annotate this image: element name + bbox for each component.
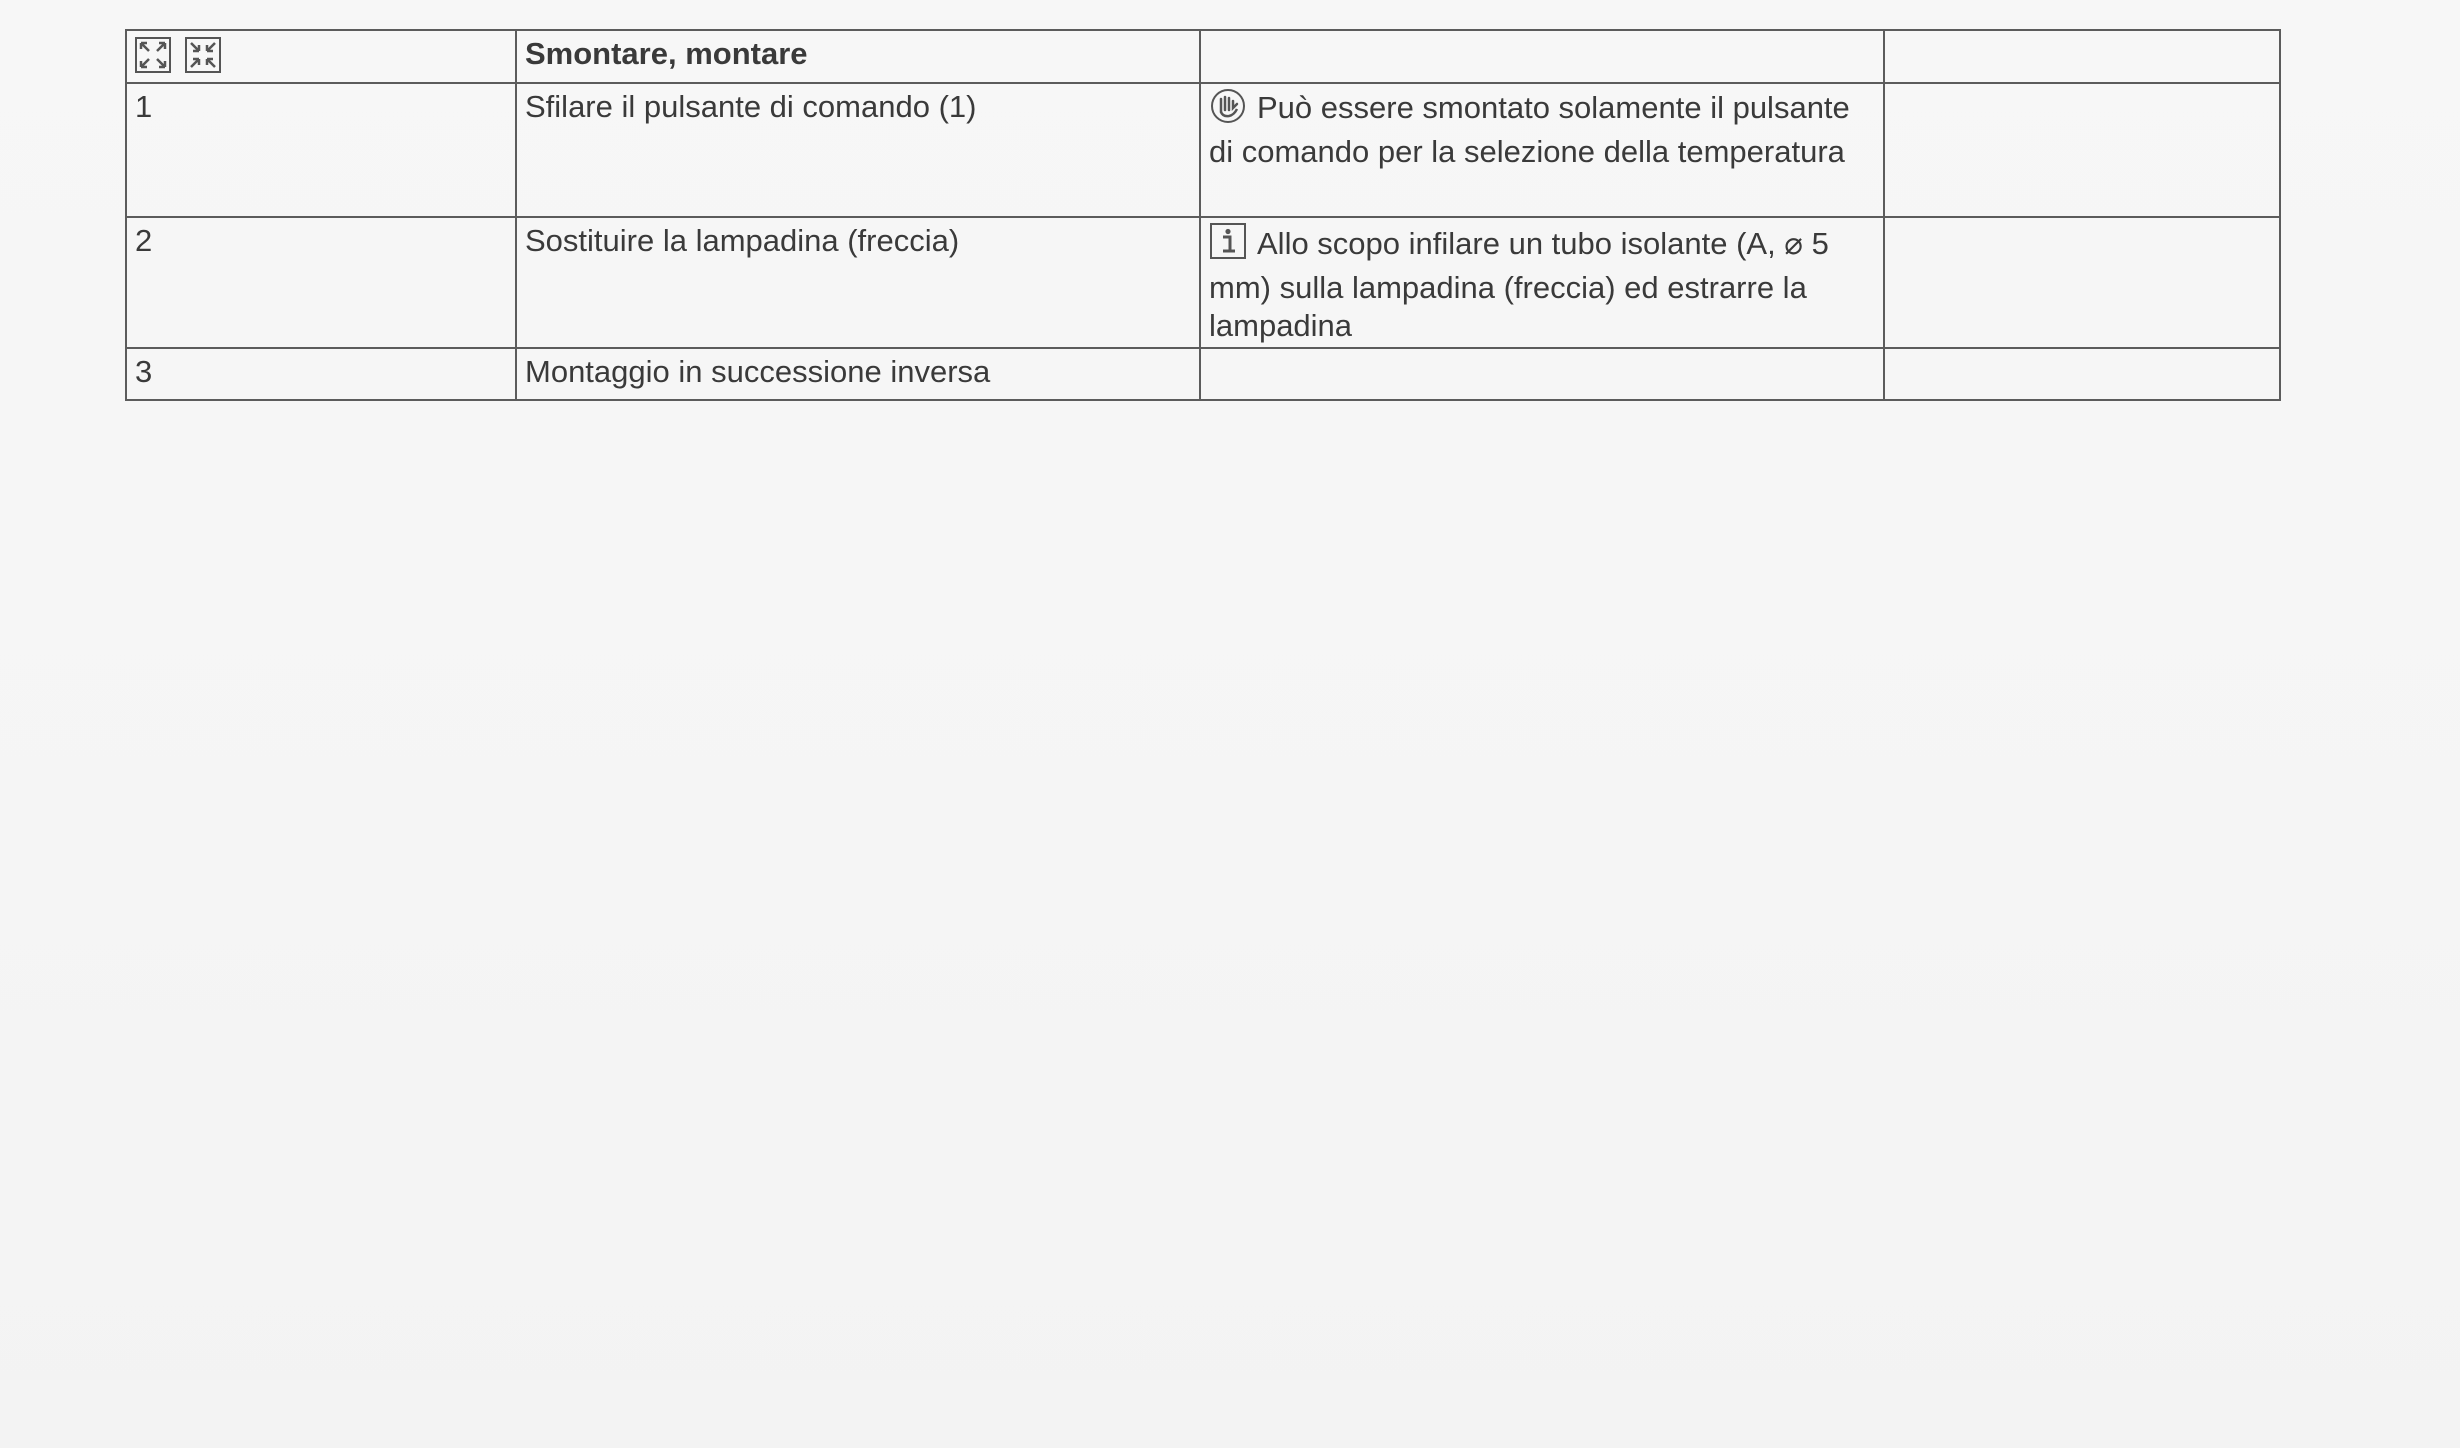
empty-cell <box>1884 348 2280 400</box>
step-action: Sostituire la lampadina (freccia) <box>516 217 1200 348</box>
section-title-cell <box>516 30 1200 83</box>
table-row <box>126 348 2280 400</box>
step-note-text: Allo scopo infilare un tubo isolante (A, ⌀ 5 mm) sulla lampadina (freccia) ed estrarre la lampadina <box>1209 226 1829 343</box>
empty-cell <box>1884 30 2280 83</box>
table-header-row <box>126 30 2280 83</box>
step-action: Sfilare il pulsante di comando (1) <box>516 83 1200 217</box>
empty-cell <box>1884 83 2280 217</box>
step-action: Montaggio in successione inversa <box>516 348 1200 400</box>
step-number: 3 <box>126 348 516 400</box>
step-number: 1 <box>126 83 516 217</box>
table-row <box>126 217 2280 348</box>
table-row <box>126 83 2280 217</box>
step-number: 2 <box>126 217 516 348</box>
caution-hand-icon <box>1209 88 1247 133</box>
procedure-table <box>125 29 2281 401</box>
empty-cell <box>1200 348 1884 400</box>
empty-cell <box>1884 217 2280 348</box>
expand-arrows-icon <box>135 37 171 73</box>
step-note-text: Può essere smontato solamente il pulsante di comando per la selezione della temperatura <box>1209 90 1850 169</box>
info-icon <box>1209 222 1247 269</box>
step-note-cell <box>1200 83 1884 217</box>
section-title: Smontare, montare <box>525 36 808 71</box>
empty-cell <box>1200 30 1884 83</box>
collapse-arrows-icon <box>185 37 221 73</box>
step-note-cell <box>1200 217 1884 348</box>
tools-cell <box>126 30 516 83</box>
